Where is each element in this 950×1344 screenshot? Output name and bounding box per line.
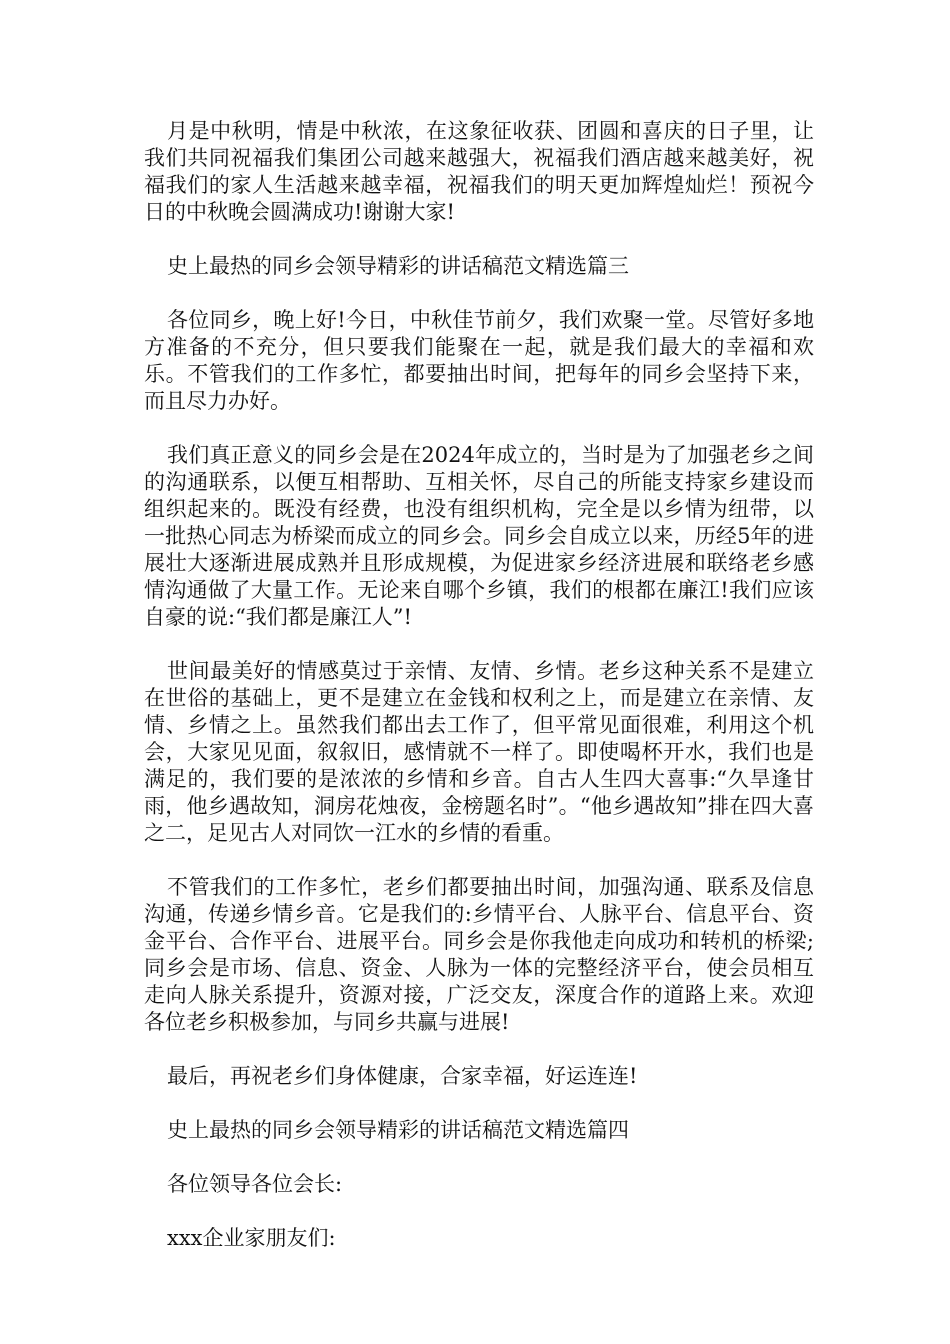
paragraph-mid-autumn-blessing: 月是中秋明，情是中秋浓，在这象征收获、团圆和喜庆的日子里，让我们共同祝福我们集团公司越来越强大，祝福我们酒店越来越美好，祝福我们的家人生活越来越幸福，祝福我们的明天更加辉煌灿烂！预祝今日的中秋晚会圆满成功!谢谢大家! xyxy=(144,119,814,224)
salutation-leaders: 各位领导各位会长: xyxy=(167,1172,343,1196)
document-body xyxy=(144,118,814,1252)
paragraph-greeting-fellows: 各位同乡，晚上好!今日，中秋佳节前夕，我们欢聚一堂。尽管好多地方准备的不充分，但只要我们能聚在一起，就是我们最大的幸福和欢乐。不管我们的工作多忙，都要抽出时间，把每年的同乡会坚持下来，而且尽力办好。 xyxy=(144,308,814,413)
section-heading-part-four: 史上最热的同乡会领导精彩的讲话稿范文精选篇四 xyxy=(167,1118,629,1142)
paragraph-closing-wishes: 最后，再祝老乡们身体健康，合家幸福，好运连连! xyxy=(167,1064,638,1088)
paragraph-association-platform: 不管我们的工作多忙，老乡们都要抽出时间，加强沟通、联系及信息沟通，传递乡情乡音。它是我们的:乡情平台、人脉平台、信息平台、资金平台、合作平台、进展平台。同乡会是你我他走向成功和转机的桥梁;同乡会是市场、信息、资金、人脉为一体的完整经济平台，使会员相互走向人脉关系提升，资源对接，广泛交友，深度合作的道路上来。欢迎各位老乡积极参加，与同乡共赢与进展! xyxy=(144,875,814,1034)
section-heading-part-three: 史上最热的同乡会领导精彩的讲话稿范文精选篇三 xyxy=(167,254,629,278)
paragraph-association-history: 我们真正意义的同乡会是在2024年成立的，当时是为了加强老乡之间的沟通联系，以便互相帮助、互相关怀，尽自己的所能支持家乡建设而组织起来的。既没有经费，也没有组织机构，完全是以乡情为纽带，以一批热心同志为桥梁而成立的同乡会。同乡会自成立以来，历经5年的进展壮大逐渐进展成熟并且形成规模，为促进家乡经济进展和联络老乡感情沟通做了大量工作。无论来自哪个乡镇，我们的根都在廉江!我们应该自豪的说:“我们都是廉江人”! xyxy=(144,443,814,629)
paragraph-hometown-feelings: 世间最美好的情感莫过于亲情、友情、乡情。老乡这种关系不是建立在世俗的基础上，更不是建立在金钱和权利之上，而是建立在亲情、友情、乡情之上。虽然我们都出去工作了，但平常见面很难，利用这个机会，大家见见面，叙叙旧，感情就不一样了。即使喝杯开水，我们也是满足的，我们要的是浓浓的乡情和乡音。自古人生四大喜事:“久旱逢甘雨，他乡遇故知，洞房花烛夜，金榜题名时”。“他乡遇故知”排在四大喜之二，足见古人对同饮一江水的乡情的看重。 xyxy=(144,659,814,845)
salutation-entrepreneurs: xxx企业家朋友们: xyxy=(167,1226,336,1250)
